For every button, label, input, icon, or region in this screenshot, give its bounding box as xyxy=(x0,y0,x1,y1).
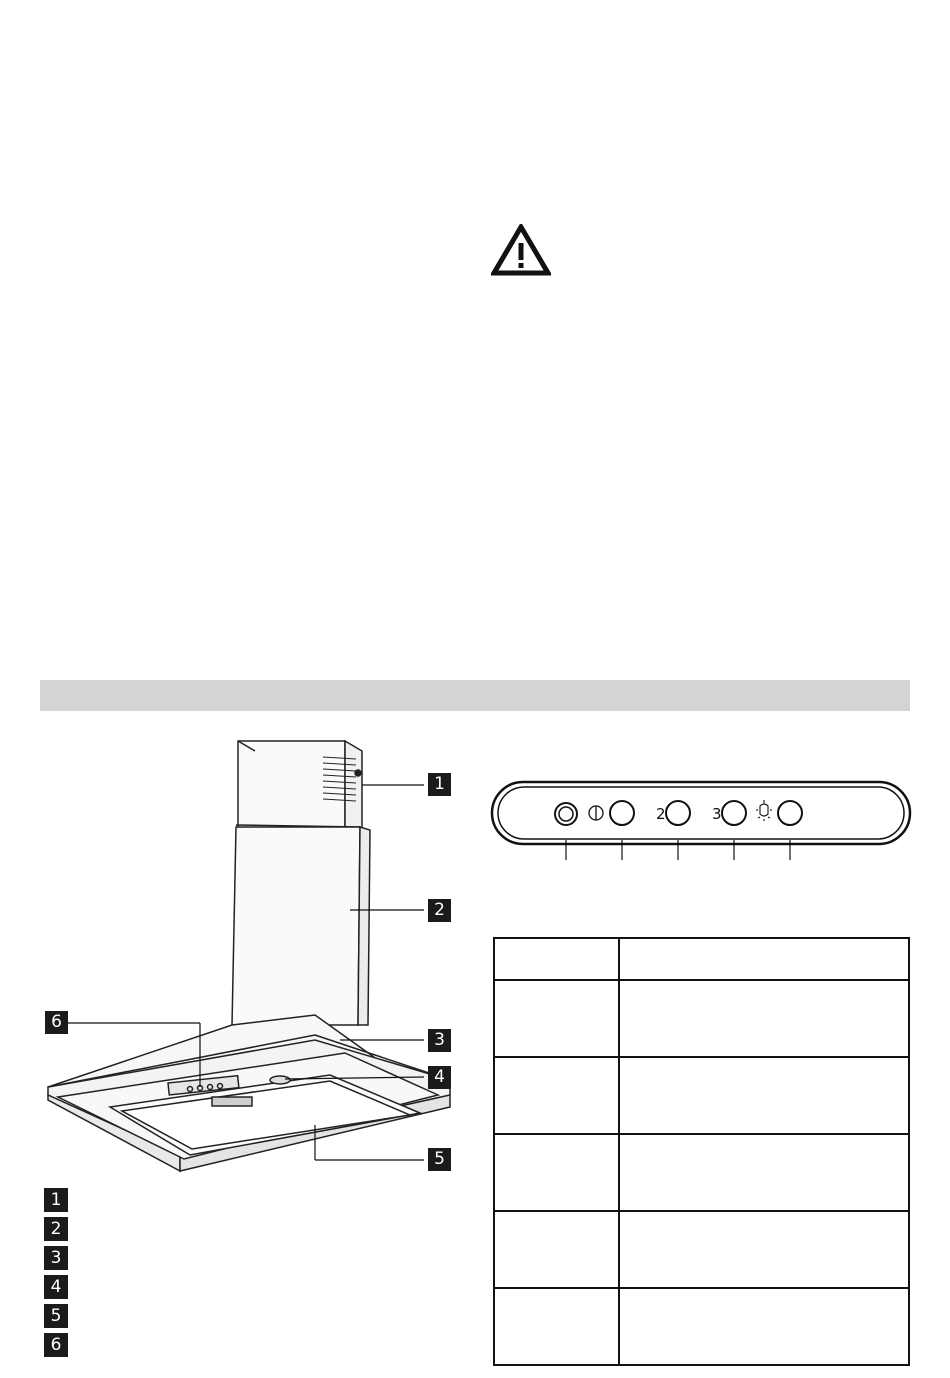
callout-6: 6 xyxy=(45,1011,68,1034)
table-cell xyxy=(619,1057,909,1134)
callout-4: 4 xyxy=(428,1066,451,1089)
legend-number-4: 4 xyxy=(44,1275,68,1299)
table-cell xyxy=(619,1134,909,1211)
power-button[interactable] xyxy=(610,801,634,825)
table-header-row xyxy=(494,938,909,980)
table-row xyxy=(494,1288,909,1365)
table-cell xyxy=(619,980,909,1057)
legend-number-2: 2 xyxy=(44,1217,68,1241)
controls-table xyxy=(493,937,910,1366)
light-button[interactable] xyxy=(778,801,802,825)
speed-3-label: 3 xyxy=(712,805,722,823)
control-panel-illustration xyxy=(490,778,912,862)
legend-number-6: 6 xyxy=(44,1333,68,1357)
cooker-hood-illustration xyxy=(40,735,470,1185)
callout-3: 3 xyxy=(428,1029,451,1052)
table-row xyxy=(494,1057,909,1134)
table-row xyxy=(494,980,909,1057)
table-row xyxy=(494,1211,909,1288)
callout-5: 5 xyxy=(428,1148,451,1171)
legend-number-3: 3 xyxy=(44,1246,68,1270)
legend-number-1: 1 xyxy=(44,1188,68,1212)
speed-2-label: 2 xyxy=(656,805,666,823)
table-row xyxy=(494,1134,909,1211)
table-header-cell xyxy=(494,938,619,980)
table-cell xyxy=(494,1211,619,1288)
table-cell xyxy=(619,1288,909,1365)
callout-1: 1 xyxy=(428,773,451,796)
speed-3-button[interactable] xyxy=(722,801,746,825)
table-cell xyxy=(494,1134,619,1211)
legend-number-5: 5 xyxy=(44,1304,68,1328)
table-cell xyxy=(619,1211,909,1288)
callout-2: 2 xyxy=(428,899,451,922)
warning-icon xyxy=(491,224,551,276)
speed-2-button[interactable] xyxy=(666,801,690,825)
table-cell xyxy=(494,1288,619,1365)
table-cell xyxy=(494,980,619,1057)
table-header-cell xyxy=(619,938,909,980)
table-cell xyxy=(494,1057,619,1134)
section-header-bar xyxy=(40,680,910,711)
